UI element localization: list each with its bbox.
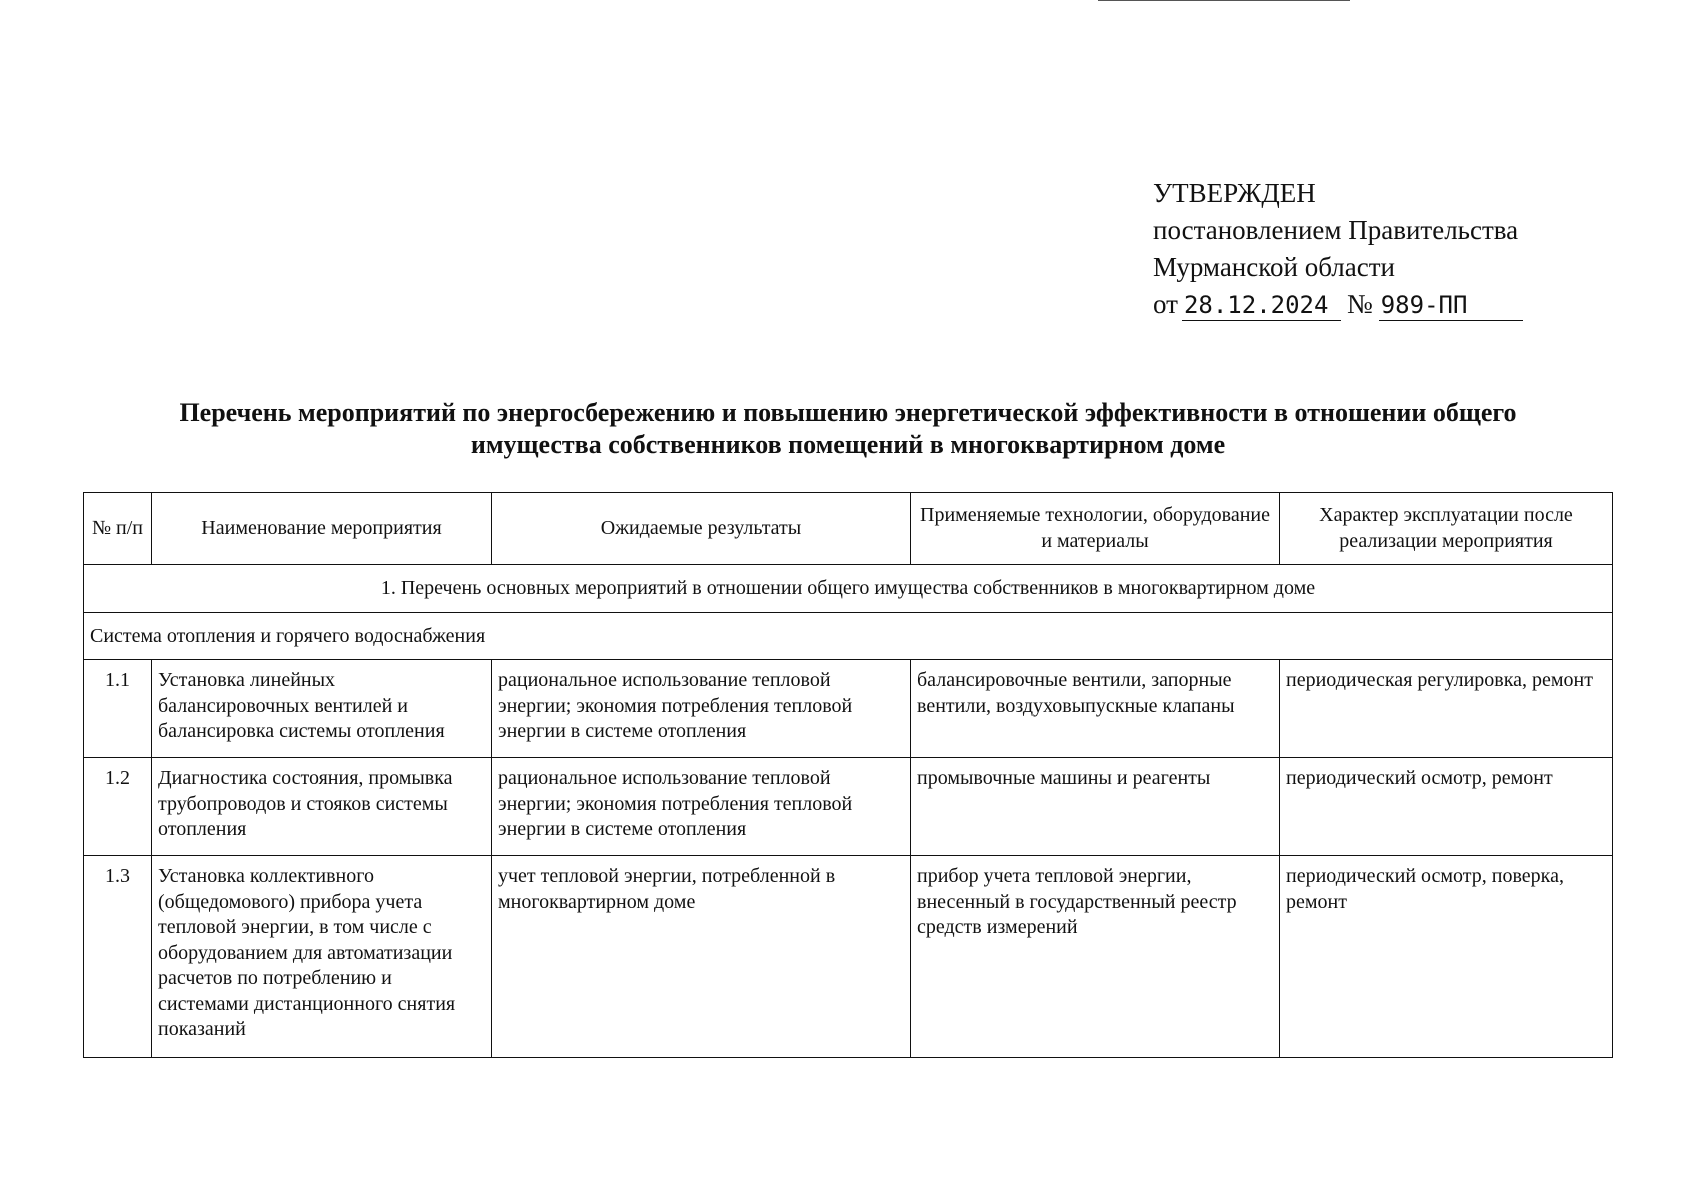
approval-date: 28.12.2024 xyxy=(1182,290,1341,321)
table-row xyxy=(84,856,1613,1058)
approval-number: 989-ПП xyxy=(1379,290,1523,321)
row-name: Установка коллективного (общедомового) прибора учета тепловой энергии, в том числе с оборудованием для автоматизации расчетов по потреблению и системами дистанционного снятия показаний xyxy=(152,856,492,1058)
top-edge-rule xyxy=(1098,0,1350,1)
number-sign: № xyxy=(1346,289,1373,319)
table-header-row xyxy=(84,493,1613,565)
approval-region: Мурманской области xyxy=(1153,252,1395,282)
date-prefix: от xyxy=(1153,289,1178,319)
row-results: рациональное использование тепловой энергии; экономия потребления тепловой энергии в системе отопления xyxy=(492,660,911,758)
row-technologies: балансировочные вентили, запорные вентили, воздуховыпускные клапаны xyxy=(911,660,1280,758)
approval-stamp xyxy=(1153,175,1523,323)
title-line-2: имущества собственников помещений в многоквартирном доме xyxy=(470,430,1226,459)
header-technologies: Применяемые технологии, оборудование и материалы xyxy=(911,493,1280,565)
approval-authority: постановлением Правительства xyxy=(1153,215,1519,245)
header-number: № п/п xyxy=(84,493,152,565)
row-operation: периодическая регулировка, ремонт xyxy=(1280,660,1613,758)
row-operation: периодический осмотр, поверка, ремонт xyxy=(1280,856,1613,1058)
row-name: Диагностика состояния, промывка трубопроводов и стояков системы отопления xyxy=(152,758,492,856)
row-number: 1.1 xyxy=(84,660,152,758)
approval-title: УТВЕРЖДЕН xyxy=(1153,178,1316,208)
subsection-row xyxy=(84,612,1613,660)
row-technologies: прибор учета тепловой энергии, внесенный в государственный реестр средств измерений xyxy=(911,856,1280,1058)
title-line-1: Перечень мероприятий по энергосбережению и повышению энергетической эффективности в отношении общего xyxy=(179,398,1517,427)
header-operation: Характер эксплуатации после реализации мероприятия xyxy=(1280,493,1613,565)
section-row xyxy=(84,565,1613,613)
table-row xyxy=(84,660,1613,758)
section-title: 1. Перечень основных мероприятий в отношении общего имущества собственников в многоквартирном доме xyxy=(84,565,1613,613)
header-results: Ожидаемые результаты xyxy=(492,493,911,565)
row-results: учет тепловой энергии, потребленной в многоквартирном доме xyxy=(492,856,911,1058)
table-row xyxy=(84,758,1613,856)
row-technologies: промывочные машины и реагенты xyxy=(911,758,1280,856)
measures-table xyxy=(83,492,1613,1058)
document-title xyxy=(90,397,1606,461)
row-results: рациональное использование тепловой энергии; экономия потребления тепловой энергии в системе отопления xyxy=(492,758,911,856)
row-number: 1.3 xyxy=(84,856,152,1058)
row-name: Установка линейных балансировочных вентилей и балансировка системы отопления xyxy=(152,660,492,758)
subsection-title: Система отопления и горячего водоснабжения xyxy=(84,612,1613,660)
approval-date-number xyxy=(1153,286,1523,323)
header-name: Наименование мероприятия xyxy=(152,493,492,565)
row-number: 1.2 xyxy=(84,758,152,856)
row-operation: периодический осмотр, ремонт xyxy=(1280,758,1613,856)
